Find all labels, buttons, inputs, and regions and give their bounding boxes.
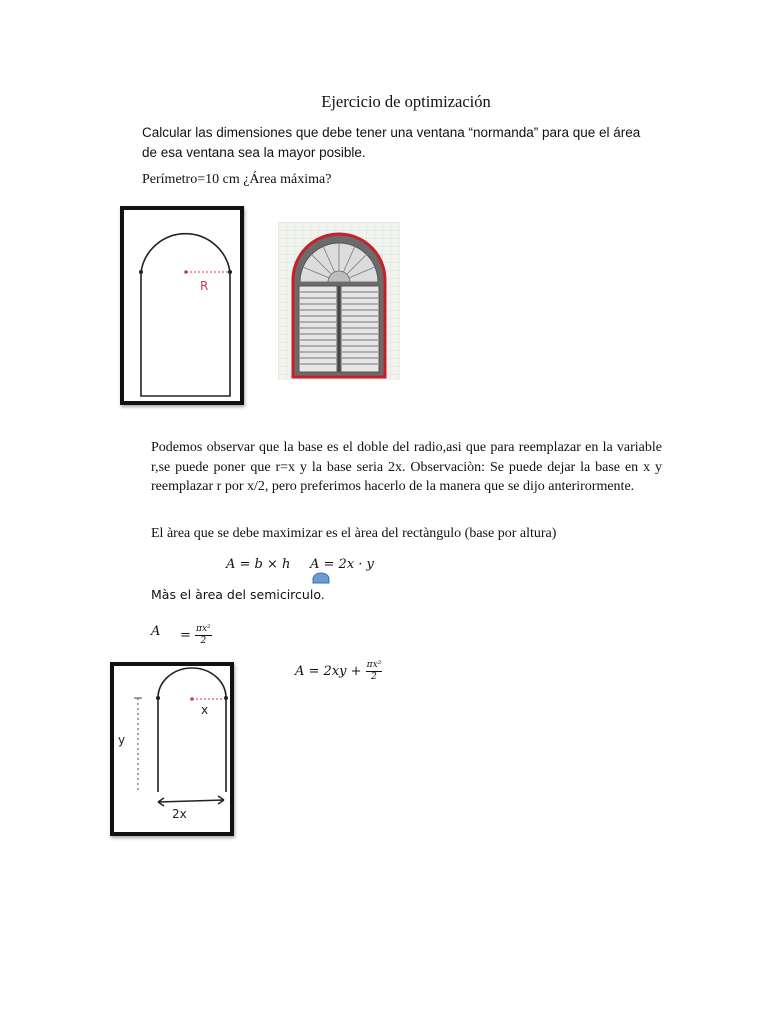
radius-label-x: x	[201, 703, 209, 717]
window-outline	[141, 234, 230, 396]
maximize-statement: El àrea que se debe maximizar es el àrea del rectàngulo (base por altura)	[151, 526, 557, 541]
equation-total-area	[295, 660, 382, 683]
shutter-left	[299, 286, 337, 372]
total-fraction-denominator: 2	[371, 672, 377, 682]
window-sketch-frame	[120, 206, 244, 405]
radius-label: R	[200, 279, 209, 293]
intro-text: Calcular las dimensiones que debe tener una ventana “normanda” para que el área de esa ventana sea la mayor posible.	[142, 125, 641, 160]
arc-left-point	[139, 270, 143, 274]
base-label-2x: 2x	[172, 807, 187, 821]
window-photo	[278, 222, 400, 380]
equation-area: A = b × h	[226, 557, 291, 572]
arc-right-point	[228, 270, 232, 274]
total-area-fraction	[366, 660, 383, 683]
semicircle-fraction	[195, 624, 212, 647]
equation-semicircle-lhs: A	[151, 624, 161, 639]
page-title: Ejercicio de optimización	[321, 92, 491, 111]
semicircle-text: Màs el àrea del semicirculo.	[151, 587, 325, 602]
equation-semicircle-rhs	[180, 624, 212, 647]
height-label-y: y	[118, 733, 126, 747]
labeled-window-sketch	[114, 666, 230, 832]
labeled-sketch-frame	[110, 662, 234, 836]
total-fraction-numerator: πx²	[366, 660, 382, 670]
equation-rectangle: A = 2x · y	[310, 557, 374, 572]
window-sketch	[124, 210, 240, 401]
base-arrow	[158, 800, 224, 802]
fraction-numerator: πx²	[196, 624, 211, 634]
perimeter-question: Perímetro=10 cm ¿Área máxima?	[142, 172, 332, 187]
window-outline-2	[158, 668, 226, 792]
equals-sign: =	[180, 628, 191, 643]
total-area-lhs: A = 2xy +	[295, 664, 362, 679]
semicircle-shape-icon	[312, 572, 330, 584]
fraction-denominator: 2	[200, 636, 207, 646]
window-illustration	[278, 222, 400, 380]
shutter-right	[341, 286, 379, 372]
observation-paragraph: Podemos observar que la base es el doble del radio,asi que para reemplazar en la variable r,se puede poner que r=x y la base seria 2x. Observaciòn: Se puede dejar la base en x y reemplazar r por x/2, pero preferimos hacerlo de la manera que se dijo anterirormente.	[151, 440, 662, 494]
